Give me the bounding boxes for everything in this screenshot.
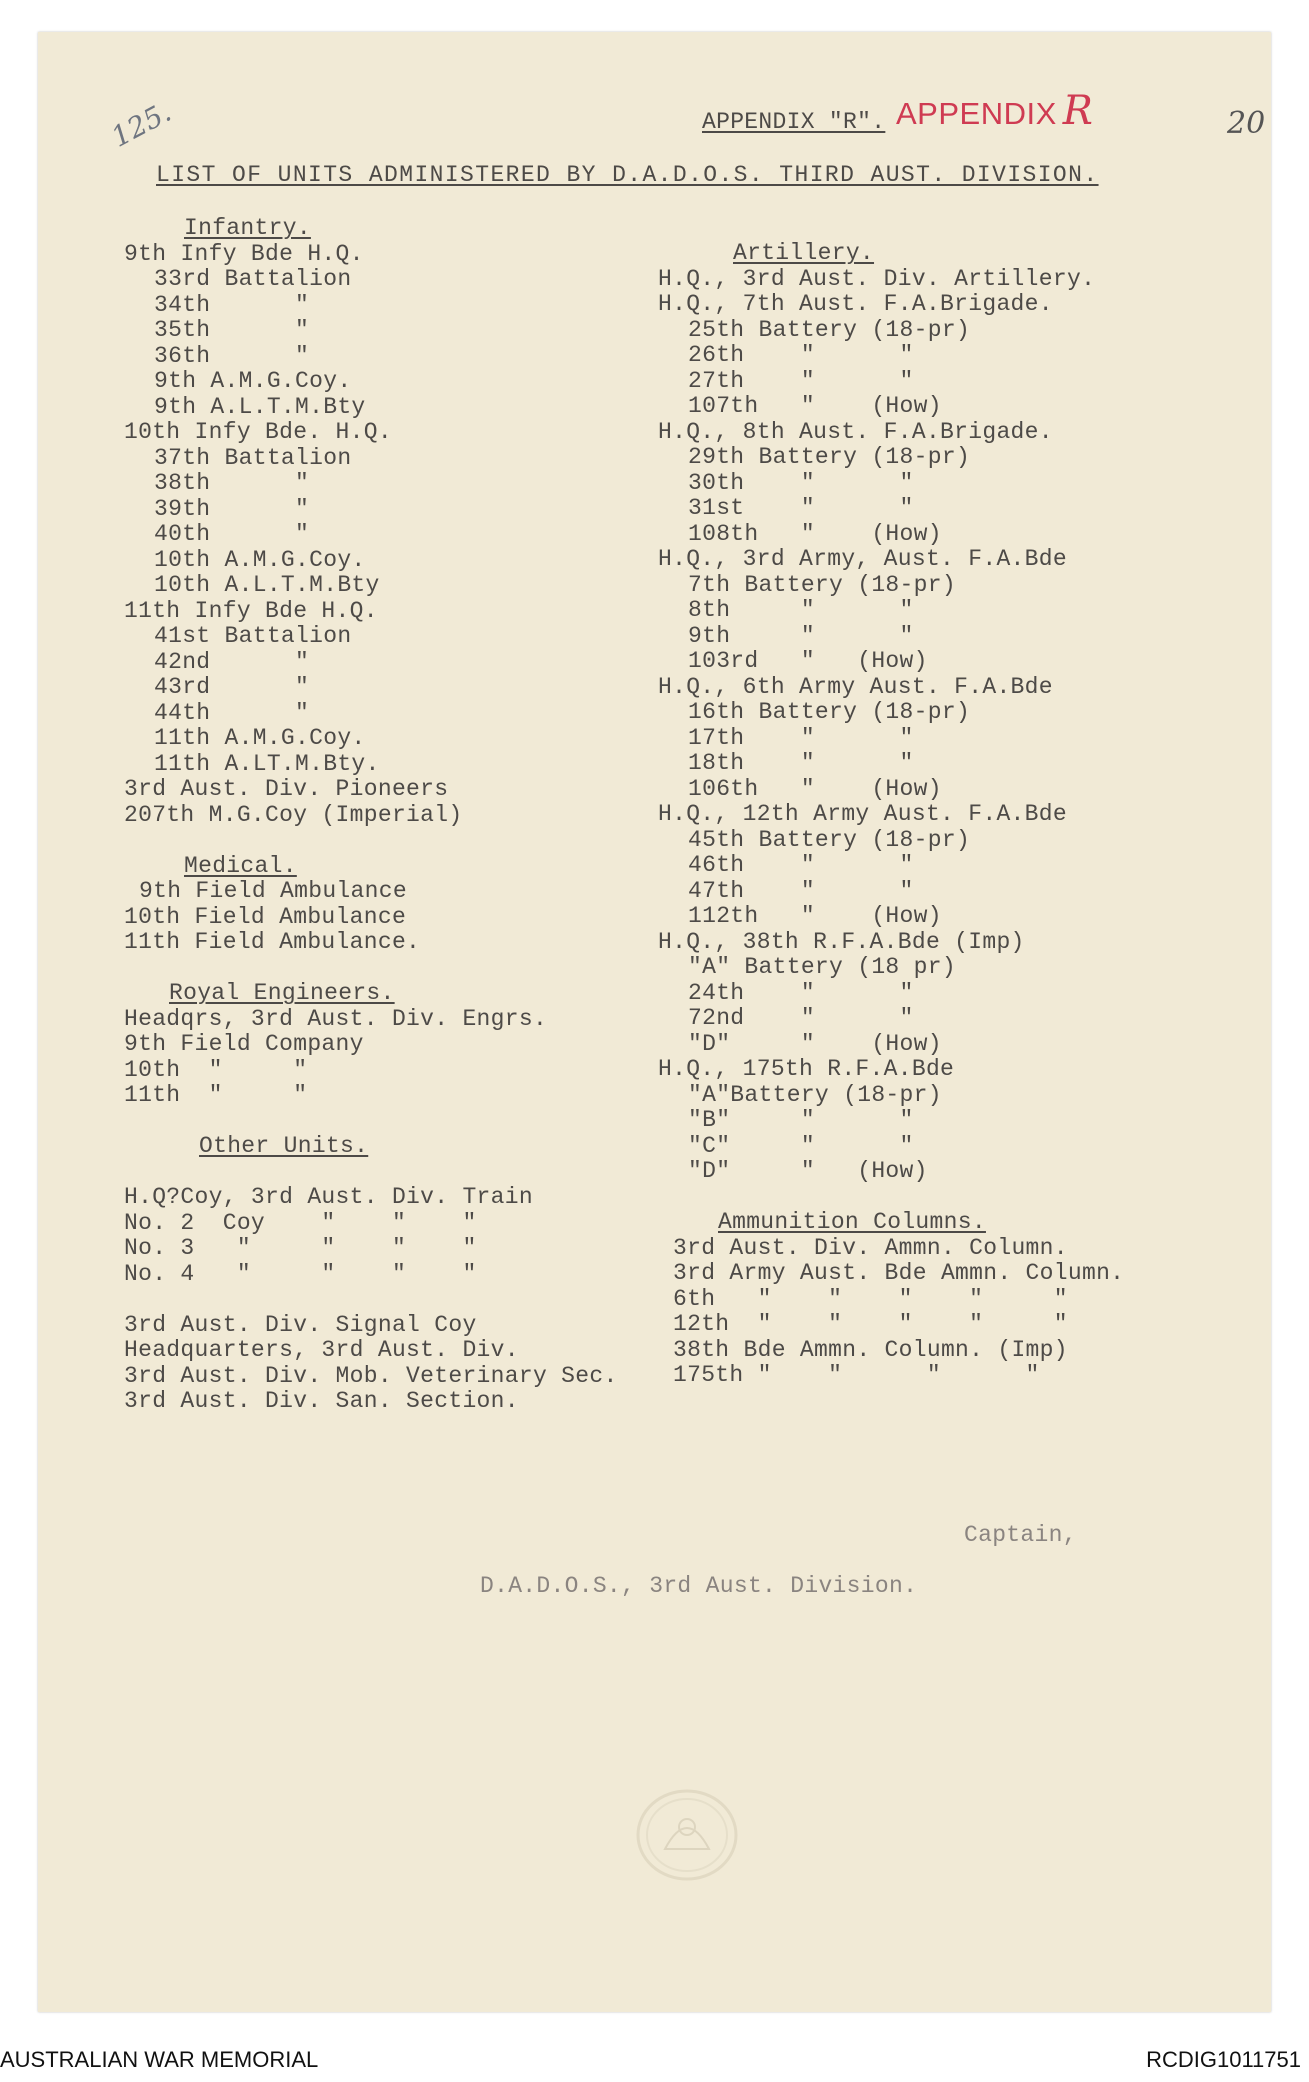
left_column-line: Medical. bbox=[184, 852, 297, 879]
right_column-line: 9th " " bbox=[688, 622, 914, 649]
right_column-line: 175th " " " " bbox=[673, 1362, 1040, 1388]
right_column-line: H.Q., 7th Aust. F.A.Brigade. bbox=[658, 291, 1053, 317]
right_column-line: H.Q., 3rd Aust. Div. Artillery. bbox=[658, 265, 1096, 292]
left_column-line: 3rd Aust. Div. San. Section. bbox=[124, 1388, 519, 1414]
right_column-line: 12th " " " " " bbox=[673, 1311, 1068, 1337]
left_column-line: 207th M.G.Coy (Imperial) bbox=[124, 801, 463, 828]
right_column-line: 72nd " " bbox=[688, 1005, 914, 1031]
left_column-line: 9th Infy Bde H.Q. bbox=[124, 240, 364, 267]
right_column-line: 46th " " bbox=[688, 852, 914, 878]
left_column-line: No. 4 " " " " bbox=[124, 1260, 477, 1287]
right-column bbox=[658, 241, 1124, 1389]
left_column-line: 41st Battalion bbox=[154, 623, 352, 649]
left_column-line bbox=[124, 828, 618, 854]
right_column-line: 26th " " bbox=[688, 342, 914, 368]
left_column-line bbox=[124, 1287, 618, 1313]
right_column-line: 18th " " bbox=[688, 750, 914, 776]
right_column-line: "D" " (How) bbox=[688, 1030, 942, 1057]
left_column-line: 34th " bbox=[154, 291, 310, 318]
left_column-line: Royal Engineers. bbox=[169, 980, 395, 1006]
left_column-line: 9th A.L.T.M.Bty bbox=[154, 393, 366, 420]
left_column-line: H.Q?Coy, 3rd Aust. Div. Train bbox=[124, 1184, 533, 1210]
right_column-line: 3rd Army Aust. Bde Ammn. Column. bbox=[673, 1260, 1125, 1286]
left_column-line: 10th A.M.G.Coy. bbox=[154, 546, 366, 573]
right_column-line: H.Q., 12th Army Aust. F.A.Bde bbox=[658, 801, 1067, 827]
left_column-line: 40th " bbox=[154, 521, 310, 547]
right_column-line: H.Q., 6th Army Aust. F.A.Bde bbox=[658, 673, 1053, 700]
right_column-line: 16th Battery (18-pr) bbox=[688, 699, 971, 725]
left_column-line: 10th A.L.T.M.Bty bbox=[154, 572, 380, 598]
right_column-line: Artillery. bbox=[733, 240, 875, 266]
right_column-line: 29th Battery (18-pr) bbox=[688, 444, 971, 470]
left_column-line bbox=[124, 1160, 618, 1186]
left-column bbox=[124, 216, 618, 1415]
right_column-line: 30th " " bbox=[688, 469, 914, 496]
right_column-line: 106th " (How) bbox=[688, 775, 942, 802]
left_column-line: 38th " bbox=[154, 470, 310, 496]
right_column-line: 108th " (How) bbox=[688, 520, 942, 547]
left_column-line: 9th A.M.G.Coy. bbox=[154, 368, 352, 394]
left_column-line bbox=[124, 1109, 618, 1135]
right_column-line: 24th " " bbox=[688, 979, 914, 1006]
right_column-line: 7th Battery (18-pr) bbox=[688, 571, 956, 598]
left_column-line: 11th A.M.G.Coy. bbox=[154, 725, 366, 751]
document-heading: APPENDIX "R". bbox=[702, 109, 886, 135]
left_column-line: 42nd " bbox=[154, 648, 310, 675]
document-subheading: LIST OF UNITS ADMINISTERED BY D.A.D.O.S. THIRD AUST. DIVISION. bbox=[156, 162, 1099, 188]
left_column-line: 3rd Aust. Div. Mob. Veterinary Sec. bbox=[124, 1362, 618, 1389]
right_column-line: 112th " (How) bbox=[688, 903, 942, 929]
signature-office: D.A.D.O.S., 3rd Aust. Division. bbox=[480, 1573, 918, 1599]
right_column-line: "D" " (How) bbox=[688, 1158, 928, 1184]
right_column-line: "A"Battery (18-pr) bbox=[688, 1081, 942, 1108]
right_column-line: H.Q., 3rd Army, Aust. F.A.Bde bbox=[658, 546, 1067, 572]
right_column-line: 103rd " (How) bbox=[688, 648, 928, 674]
appendix-stamp bbox=[896, 88, 1093, 134]
right_column-line: 27th " " bbox=[688, 367, 914, 394]
left_column-line: 11th A.LT.M.Bty. bbox=[154, 750, 380, 777]
footer-id: RCDIG1011751 bbox=[1146, 2047, 1301, 2072]
right_column-line: 25th Battery (18-pr) bbox=[688, 316, 971, 343]
left_column-line: Headquarters, 3rd Aust. Div. bbox=[124, 1337, 519, 1363]
left_column-line: Other Units. bbox=[199, 1133, 369, 1159]
right_column-line: "B" " " bbox=[688, 1107, 914, 1133]
right_column-line: H.Q., 175th R.F.A.Bde bbox=[658, 1056, 955, 1082]
left_column-line: 37th Battalion bbox=[154, 444, 352, 471]
left_column-line: 33rd Battalion bbox=[154, 266, 352, 292]
left_column-line: Infantry. bbox=[184, 215, 311, 241]
left_column-line: 11th Field Ambulance. bbox=[124, 929, 421, 955]
right_column-line: "C" " " bbox=[688, 1132, 914, 1159]
right_column-line: 8th " " bbox=[688, 597, 914, 623]
right_column-line: "A" Battery (18 pr) bbox=[688, 954, 956, 980]
left_column-line: 10th " " bbox=[124, 1056, 308, 1083]
right_column-line: H.Q., 8th Aust. F.A.Brigade. bbox=[658, 418, 1053, 445]
left_column-line: No. 2 Coy " " " bbox=[124, 1209, 477, 1236]
folio-number: 20 bbox=[1227, 106, 1266, 141]
right_column-line: 31st " " bbox=[688, 495, 914, 521]
left_column-line: 9th Field Ambulance bbox=[139, 878, 407, 904]
document-page bbox=[38, 32, 1271, 2012]
left_column-line: 43rd " bbox=[154, 674, 310, 700]
pencil-page-number: 125. bbox=[105, 95, 177, 154]
left_column-line: 36th " bbox=[154, 342, 310, 369]
left_column-line: 11th Infy Bde H.Q. bbox=[124, 597, 378, 624]
right_column-line: 107th " (How) bbox=[688, 393, 942, 419]
left_column-line: 3rd Aust. Div. Pioneers bbox=[124, 776, 449, 802]
left_column-line: Headqrs, 3rd Aust. Div. Engrs. bbox=[124, 1005, 548, 1032]
embossed-seal-icon bbox=[635, 1787, 739, 1883]
left_column-line: 35th " bbox=[154, 317, 310, 343]
stamp-text: APPENDIX bbox=[896, 96, 1057, 131]
left_column-line: 9th Field Company bbox=[124, 1031, 364, 1057]
left_column-line: 11th " " bbox=[124, 1082, 308, 1108]
left_column-line: 3rd Aust. Div. Signal Coy bbox=[124, 1311, 477, 1338]
left_column-line: 44th " bbox=[154, 699, 310, 726]
left_column-line: 39th " bbox=[154, 495, 310, 522]
right_column-line: 38th Bde Ammn. Column. (Imp) bbox=[673, 1336, 1068, 1363]
left_column-line bbox=[124, 956, 618, 982]
left_column-line: 10th Infy Bde. H.Q. bbox=[124, 419, 392, 445]
left_column-line: 10th Field Ambulance bbox=[124, 903, 407, 930]
stamp-letter: R bbox=[1062, 88, 1094, 134]
right_column-line: Ammunition Columns. bbox=[718, 1209, 986, 1235]
footer-source: AUSTRALIAN WAR MEMORIAL bbox=[0, 2047, 319, 2072]
signature-title: Captain, bbox=[964, 1522, 1077, 1548]
right_column-line: 3rd Aust. Div. Ammn. Column. bbox=[673, 1234, 1068, 1261]
right_column-line: 6th " " " " " bbox=[673, 1285, 1068, 1312]
right_column-line: 17th " " bbox=[688, 724, 914, 751]
right_column-line: H.Q., 38th R.F.A.Bde (Imp) bbox=[658, 928, 1025, 955]
right_column-line bbox=[658, 1185, 1124, 1211]
right_column-line: 47th " " bbox=[688, 877, 914, 904]
left_column-line: No. 3 " " " " bbox=[124, 1235, 477, 1261]
right_column-line: 45th Battery (18-pr) bbox=[688, 826, 971, 853]
